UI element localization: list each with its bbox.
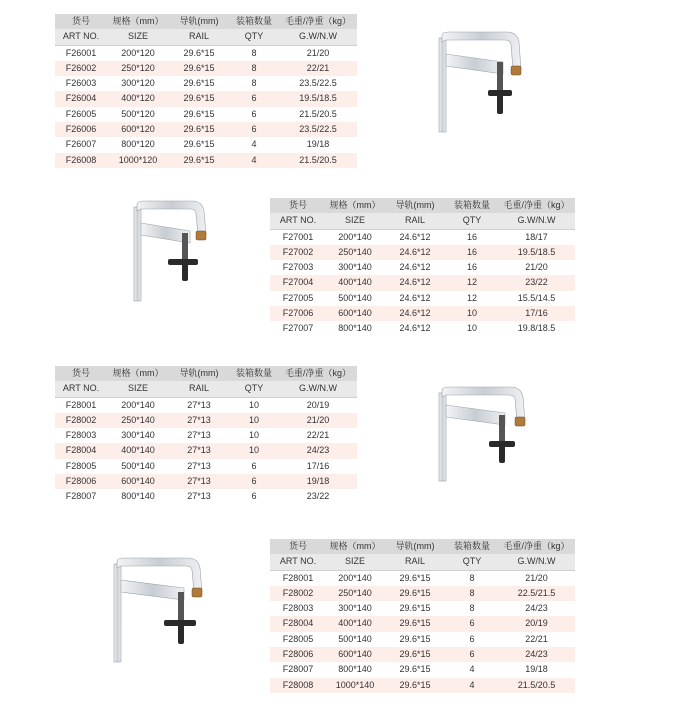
table-cell: 21.5/20.5	[498, 678, 575, 693]
table-cell: 24.6*12	[384, 306, 446, 321]
column-header-en: G.W/N.W	[498, 213, 575, 229]
table-cell: 800*120	[107, 137, 169, 152]
table-cell: 24.6*12	[384, 275, 446, 290]
table-row	[55, 397, 357, 413]
table-cell: 19/18	[498, 662, 575, 677]
table-cell: 800*140	[326, 662, 384, 677]
table-cell: 29.6*15	[384, 601, 446, 616]
table-cell: 16	[446, 229, 498, 245]
table-cell: 500*140	[107, 459, 169, 474]
table-cell: F26006	[55, 122, 107, 137]
table-row	[270, 601, 575, 616]
column-header-en: ART NO.	[55, 29, 107, 45]
table-cell: 23.5/22.5	[279, 76, 357, 91]
table-cell: 800*140	[107, 489, 169, 504]
table-row	[55, 122, 357, 137]
table-cell: 29.6*15	[169, 107, 229, 122]
table-cell: F28006	[55, 474, 107, 489]
table-row	[55, 413, 357, 428]
table-cell: F28003	[270, 601, 326, 616]
table-cell: 200*140	[326, 229, 384, 245]
column-header-cn: 毛重/净重（kg）	[279, 14, 357, 29]
table-cell: 8	[229, 61, 279, 76]
table-cell: 8	[446, 570, 498, 586]
table-cell: 16	[446, 260, 498, 275]
table-cell: 500*120	[107, 107, 169, 122]
table-row	[270, 616, 575, 631]
column-header-cn: 毛重/净重（kg）	[498, 539, 575, 554]
table-cell: 21.5/20.5	[279, 107, 357, 122]
table-cell: 800*140	[326, 321, 384, 336]
table-cell: 6	[229, 122, 279, 137]
column-header-cn: 货号	[270, 539, 326, 554]
table-cell: F27004	[270, 275, 326, 290]
table-cell: 200*120	[107, 45, 169, 61]
table-cell: 4	[229, 153, 279, 168]
table-cell: 22/21	[279, 61, 357, 76]
table-cell: 6	[229, 489, 279, 504]
table-cell: F28005	[55, 459, 107, 474]
table-cell: 400*140	[326, 275, 384, 290]
table-cell: F27007	[270, 321, 326, 336]
table-cell: F28004	[270, 616, 326, 631]
table-row	[270, 678, 575, 693]
clamp-icon	[100, 548, 230, 668]
table-cell: 20/19	[279, 397, 357, 413]
table-cell: F28001	[55, 397, 107, 413]
table-cell: 10	[229, 397, 279, 413]
table-cell: 4	[446, 678, 498, 693]
table-cell: 250*140	[326, 245, 384, 260]
table-row	[55, 474, 357, 489]
table-cell: 250*140	[326, 586, 384, 601]
table-cell: 250*140	[107, 413, 169, 428]
table-row	[270, 662, 575, 677]
table-cell: 21/20	[279, 45, 357, 61]
table-row	[55, 137, 357, 152]
table-cell: 19/18	[279, 137, 357, 152]
table-cell: 27*13	[169, 474, 229, 489]
column-header-cn: 导轨(mm)	[384, 198, 446, 213]
table-cell: F28002	[270, 586, 326, 601]
table-cell: 12	[446, 291, 498, 306]
table-row	[270, 321, 575, 336]
column-header-en: QTY	[446, 554, 498, 570]
table-cell: 600*120	[107, 122, 169, 137]
table-cell: 6	[446, 632, 498, 647]
table-row	[55, 459, 357, 474]
column-header-en: G.W/N.W	[279, 29, 357, 45]
table-cell: 200*140	[107, 397, 169, 413]
table-cell: 10	[446, 321, 498, 336]
table-cell: F27003	[270, 260, 326, 275]
table-cell: 29.6*15	[169, 91, 229, 106]
table-cell: 29.6*15	[384, 647, 446, 662]
table-row	[270, 647, 575, 662]
column-header-en: ART NO.	[270, 213, 326, 229]
table-cell: F27002	[270, 245, 326, 260]
table-cell: 19.5/18.5	[279, 91, 357, 106]
table-cell: 24/23	[498, 601, 575, 616]
column-header-cn: 导轨(mm)	[384, 539, 446, 554]
table-row	[270, 570, 575, 586]
table-cell: 29.6*15	[169, 61, 229, 76]
table-cell: 27*13	[169, 443, 229, 458]
column-header-en: RAIL	[384, 213, 446, 229]
column-header-en: G.W/N.W	[279, 381, 357, 397]
table-cell: 600*140	[326, 647, 384, 662]
table-cell: F28006	[270, 647, 326, 662]
table-cell: 12	[446, 275, 498, 290]
column-header-cn: 装箱数量	[446, 198, 498, 213]
table-cell: 6	[446, 616, 498, 631]
table-cell: 300*140	[326, 260, 384, 275]
table-cell: F28007	[55, 489, 107, 504]
column-header-en: QTY	[446, 213, 498, 229]
table-cell: 8	[446, 601, 498, 616]
column-header-cn: 货号	[55, 366, 107, 381]
table-cell: 10	[229, 428, 279, 443]
table-row	[55, 76, 357, 91]
table-cell: 21/20	[498, 260, 575, 275]
table-cell: 29.6*15	[169, 153, 229, 168]
table-cell: 6	[229, 91, 279, 106]
table-cell: 23.5/22.5	[279, 122, 357, 137]
table-cell: 22/21	[279, 428, 357, 443]
table-cell: 24.6*12	[384, 245, 446, 260]
column-header-en: SIZE	[326, 554, 384, 570]
table-cell: F26007	[55, 137, 107, 152]
table-cell: F26004	[55, 91, 107, 106]
table-row	[55, 45, 357, 61]
table-cell: 6	[229, 474, 279, 489]
table-row	[55, 61, 357, 76]
clamp-icon	[425, 375, 555, 485]
table-cell: 29.6*15	[384, 586, 446, 601]
table-cell: 27*13	[169, 413, 229, 428]
table-cell: F26002	[55, 61, 107, 76]
table-cell: 29.6*15	[384, 570, 446, 586]
table-cell: 1000*140	[326, 678, 384, 693]
table-cell: F28004	[55, 443, 107, 458]
table-cell: F28007	[270, 662, 326, 677]
spec-table-f27	[270, 198, 575, 337]
table-row	[270, 306, 575, 321]
column-header-cn: 导轨(mm)	[169, 14, 229, 29]
table-cell: 15.5/14.5	[498, 291, 575, 306]
table-cell: 250*120	[107, 61, 169, 76]
column-header-cn: 导轨(mm)	[169, 366, 229, 381]
table-cell: 300*140	[326, 601, 384, 616]
table-cell: F26003	[55, 76, 107, 91]
table-cell: 29.6*15	[384, 616, 446, 631]
column-header-en: SIZE	[107, 381, 169, 397]
column-header-cn: 毛重/净重（kg）	[279, 366, 357, 381]
table-cell: 1000*120	[107, 153, 169, 168]
spec-table-f28-a	[55, 366, 357, 505]
table-cell: 21/20	[498, 570, 575, 586]
table-cell: 6	[229, 459, 279, 474]
table-cell: 19.8/18.5	[498, 321, 575, 336]
table-cell: 6	[229, 107, 279, 122]
table-cell: 200*140	[326, 570, 384, 586]
table-cell: 24.6*12	[384, 260, 446, 275]
table-row	[55, 91, 357, 106]
table-cell: 24/23	[498, 647, 575, 662]
table-cell: 29.6*15	[169, 137, 229, 152]
table-cell: 29.6*15	[169, 76, 229, 91]
table-cell: 22/21	[498, 632, 575, 647]
table-cell: F27006	[270, 306, 326, 321]
table-cell: 24.6*12	[384, 291, 446, 306]
table-cell: 8	[446, 586, 498, 601]
column-header-cn: 规格（mm）	[326, 198, 384, 213]
table-cell: 500*140	[326, 291, 384, 306]
table-cell: 23/22	[498, 275, 575, 290]
column-header-en: QTY	[229, 381, 279, 397]
table-cell: 6	[446, 647, 498, 662]
table-cell: 29.6*15	[169, 45, 229, 61]
column-header-en: SIZE	[107, 29, 169, 45]
column-header-en: QTY	[229, 29, 279, 45]
table-cell: 20/19	[498, 616, 575, 631]
table-cell: 24.6*12	[384, 229, 446, 245]
column-header-en: ART NO.	[270, 554, 326, 570]
table-cell: F26005	[55, 107, 107, 122]
table-row	[270, 275, 575, 290]
table-cell: 19.5/18.5	[498, 245, 575, 260]
table-cell: 17/16	[279, 459, 357, 474]
column-header-cn: 装箱数量	[229, 366, 279, 381]
table-cell: 23/22	[279, 489, 357, 504]
table-row	[270, 260, 575, 275]
table-row	[270, 229, 575, 245]
column-header-cn: 装箱数量	[229, 14, 279, 29]
table-cell: 400*140	[107, 443, 169, 458]
table-cell: 19/18	[279, 474, 357, 489]
column-header-en: RAIL	[384, 554, 446, 570]
spec-table-f26	[55, 14, 357, 168]
table-cell: 8	[229, 45, 279, 61]
table-cell: F26008	[55, 153, 107, 168]
table-cell: 27*13	[169, 459, 229, 474]
column-header-en: G.W/N.W	[498, 554, 575, 570]
table-row	[55, 443, 357, 458]
table-cell: 27*13	[169, 428, 229, 443]
table-cell: 8	[229, 76, 279, 91]
table-cell: 10	[229, 413, 279, 428]
table-cell: 29.6*15	[384, 632, 446, 647]
table-cell: 300*120	[107, 76, 169, 91]
table-row	[55, 107, 357, 122]
table-cell: 10	[446, 306, 498, 321]
column-header-cn: 货号	[55, 14, 107, 29]
column-header-cn: 装箱数量	[446, 539, 498, 554]
table-cell: F28005	[270, 632, 326, 647]
spec-table-f28-b	[270, 539, 575, 693]
table-row	[270, 245, 575, 260]
table-cell: 27*13	[169, 489, 229, 504]
column-header-en: ART NO.	[55, 381, 107, 397]
table-cell: F28003	[55, 428, 107, 443]
table-cell: 29.6*15	[384, 662, 446, 677]
table-cell: F26001	[55, 45, 107, 61]
column-header-cn: 货号	[270, 198, 326, 213]
table-cell: 27*13	[169, 397, 229, 413]
table-row	[55, 153, 357, 168]
table-cell: 16	[446, 245, 498, 260]
table-cell: 17/16	[498, 306, 575, 321]
column-header-cn: 规格（mm）	[326, 539, 384, 554]
column-header-en: RAIL	[169, 381, 229, 397]
table-cell: 21.5/20.5	[279, 153, 357, 168]
table-cell: 24.6*12	[384, 321, 446, 336]
table-cell: 4	[446, 662, 498, 677]
table-row	[55, 489, 357, 504]
table-cell: 10	[229, 443, 279, 458]
table-cell: F28008	[270, 678, 326, 693]
table-cell: 300*140	[107, 428, 169, 443]
table-cell: 21/20	[279, 413, 357, 428]
column-header-cn: 规格（mm）	[107, 366, 169, 381]
table-cell: 500*140	[326, 632, 384, 647]
table-cell: 600*140	[107, 474, 169, 489]
table-row	[270, 291, 575, 306]
table-cell: 4	[229, 137, 279, 152]
table-cell: F27001	[270, 229, 326, 245]
table-cell: 400*140	[326, 616, 384, 631]
table-cell: 600*140	[326, 306, 384, 321]
column-header-cn: 规格（mm）	[107, 14, 169, 29]
column-header-cn: 毛重/净重（kg）	[498, 198, 575, 213]
table-cell: 18/17	[498, 229, 575, 245]
clamp-icon	[425, 28, 555, 138]
table-cell: 29.6*15	[169, 122, 229, 137]
table-cell: F28001	[270, 570, 326, 586]
column-header-en: SIZE	[326, 213, 384, 229]
clamp-icon	[120, 195, 250, 305]
table-cell: 400*120	[107, 91, 169, 106]
table-cell: 29.6*15	[384, 678, 446, 693]
table-cell: 24/23	[279, 443, 357, 458]
column-header-en: RAIL	[169, 29, 229, 45]
table-row	[55, 428, 357, 443]
table-row	[270, 586, 575, 601]
table-cell: 22.5/21.5	[498, 586, 575, 601]
table-row	[270, 632, 575, 647]
table-cell: F28002	[55, 413, 107, 428]
table-cell: F27005	[270, 291, 326, 306]
